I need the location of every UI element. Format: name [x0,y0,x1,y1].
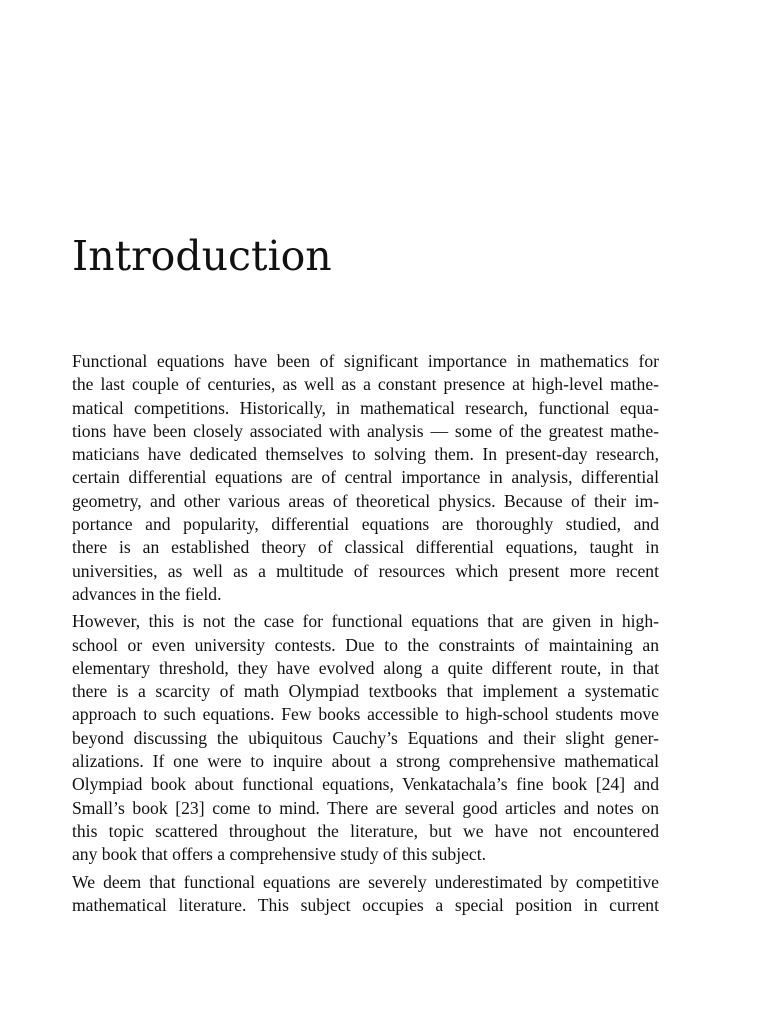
text-line: geometry, and other various areas of theoretical physics. Because of their im- [72,490,659,511]
text-line: Small’s book [23] come to mind. There are several good articles and notes on [72,797,659,818]
text-line: the last couple of centuries, as well as a constant presence at high-level mathe- [72,374,659,395]
text-line: any book that offers a comprehensive study of this subject. [72,844,487,865]
text-line: certain differential equations are of central importance in analysis, differential [72,467,659,488]
text-line: maticians have dedicated themselves to solving them. In present-day research, [72,444,659,465]
text-line: approach to such equations. Few books accessible to high-school students move [72,704,659,725]
paragraph-1 [72,350,659,606]
chapter-body [72,350,659,921]
text-line: mathematical literature. This subject occupies a special position in current [72,894,659,915]
text-line: elementary threshold, they have evolved along a quite different route, in that [72,657,659,678]
paragraph-3 [72,871,659,918]
text-line: school or even university contests. Due to the constraints of maintaining an [72,634,659,655]
text-line: Olympiad book about functional equations, Venkatachala’s fine book [24] and [72,774,659,795]
text-line: advances in the field. [72,583,222,604]
text-line: tions have been closely associated with analysis — some of the greatest mathe- [72,420,659,441]
text-line: However, this is not the case for functional equations that are given in high- [72,611,659,632]
text-line: beyond discussing the ubiquitous Cauchy’s Equations and their slight gener- [72,727,659,748]
paragraph-2 [72,610,659,866]
text-line: portance and popularity, differential equations are thoroughly studied, and [72,514,659,535]
text-line: there is a scarcity of math Olympiad textbooks that implement a systematic [72,681,659,702]
text-line: there is an established theory of classical differential equations, taught in [72,537,659,558]
text-line: Functional equations have been of significant importance in mathematics for [72,351,659,371]
text-line: We deem that functional equations are severely underestimated by competitive [72,871,659,892]
text-line: alizations. If one were to inquire about a strong comprehensive mathematical [72,751,659,772]
text-line: universities, as well as a multitude of resources which present more recent [72,560,659,581]
text-line: matical competitions. Historically, in mathematical research, functional equa- [72,397,659,418]
chapter-title: Introduction [72,232,332,280]
text-line: this topic scattered throughout the literature, but we have not encountered [72,820,659,841]
